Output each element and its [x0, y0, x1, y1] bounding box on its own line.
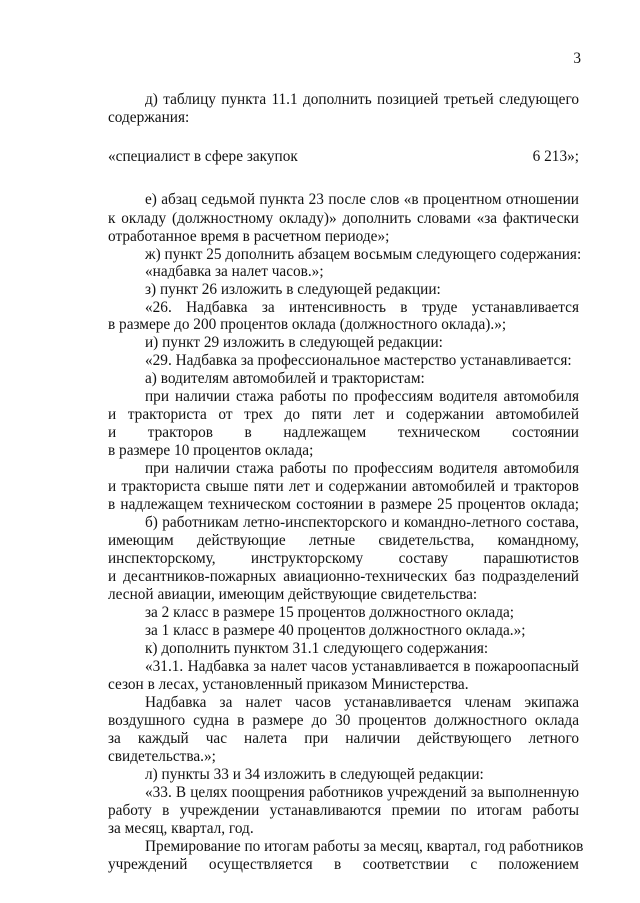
body-line: ж) пункт 25 дополнить абзацем восьмым следующего содержания:: [145, 246, 582, 263]
item-d-line-2: содержания:: [108, 109, 190, 126]
body-line: з) пункт 26 изложить в следующей редакции:: [145, 281, 441, 298]
body-line: свидетельства.»;: [108, 748, 216, 765]
position-row: [108, 148, 579, 166]
body-line: за месяц, квартал, год.: [108, 820, 254, 837]
body-line: имеющим действующие летные свидетельства, командному,: [108, 532, 579, 549]
body-line: и десантников-пожарных авиационно-технических баз подразделений: [108, 568, 579, 585]
body-line: инспекторскому, инструкторскому составу парашютистов: [108, 550, 579, 567]
item-d-line-1: д) таблицу пункта 11.1 дополнить позицией третьей следующего: [145, 91, 579, 108]
body-line: воздушного судна в размере до 30 процентов должностного оклада: [108, 712, 579, 729]
body-line: к окладу (должностному окладу)» дополнить словами «за фактически: [108, 210, 579, 227]
body-line: Премирование по итогам работы за месяц, квартал, год работников: [145, 838, 584, 855]
body-line: «29. Надбавка за профессиональное мастерство устанавливается:: [145, 352, 572, 369]
body-line: в размере 10 процентов оклада;: [108, 442, 314, 459]
body-line: «26. Надбавка за интенсивность в труде устанавливается: [145, 299, 579, 316]
body-line: л) пункты 33 и 34 изложить в следующей редакции:: [145, 766, 484, 783]
position-value: 6 213»;: [532, 148, 579, 165]
body-line: отработанное время в расчетном периоде»;: [108, 228, 390, 245]
body-line: при наличии стажа работы по профессиям водителя автомобиля: [145, 460, 579, 477]
body-line: а) водителям автомобилей и трактористам:: [145, 370, 425, 387]
body-line: за 2 класс в размере 15 процентов должностного оклада;: [145, 604, 515, 621]
body-line: к) дополнить пунктом 31.1 следующего содержания:: [145, 640, 489, 657]
body-line: работу в учреждении устанавливаются премии по итогам работы: [108, 802, 579, 819]
body-line: «надбавка за налет часов.»;: [145, 263, 324, 280]
body-line: сезон в лесах, установленный приказом Министерства.: [108, 676, 469, 693]
body-line: за каждый час налета при наличии действующего летного: [108, 730, 579, 747]
body-line: при наличии стажа работы по профессиям водителя автомобиля: [145, 388, 579, 405]
body-line: б) работникам летно-инспекторского и командно-летного состава,: [145, 514, 579, 531]
body-line: в надлежащем техническом состоянии в размере 25 процентов оклада;: [108, 496, 579, 513]
body-line: и тракториста свыше пяти лет и содержании автомобилей и тракторов: [108, 478, 579, 495]
body-line: «33. В целях поощрения работников учреждений за выполненную: [145, 784, 579, 801]
body-line: и тракторов в надлежащем техническом состоянии: [108, 424, 579, 441]
page-number: 3: [573, 50, 581, 67]
body-line: за 1 класс в размере 40 процентов должностного оклада.»;: [145, 622, 526, 639]
body-line: в размере до 200 процентов оклада (должностного оклада).»;: [108, 316, 507, 333]
body-line: и тракториста от трех до пяти лет и содержании автомобилей: [108, 406, 579, 423]
body-line: лесной авиации, имеющим действующие свидетельства:: [108, 586, 478, 603]
body-line: учреждений осуществляется в соответствии с положением: [108, 856, 579, 873]
body-line: и) пункт 29 изложить в следующей редакции:: [145, 334, 443, 351]
body-line: «31.1. Надбавка за налет часов устанавливается в пожароопасный: [145, 658, 579, 675]
position-label: «специалист в сфере закупок: [108, 148, 298, 165]
body-line: Надбавка за налет часов устанавливается членам экипажа: [145, 694, 579, 711]
body-line: е) абзац седьмой пункта 23 после слов «в процентном отношении: [145, 191, 579, 208]
